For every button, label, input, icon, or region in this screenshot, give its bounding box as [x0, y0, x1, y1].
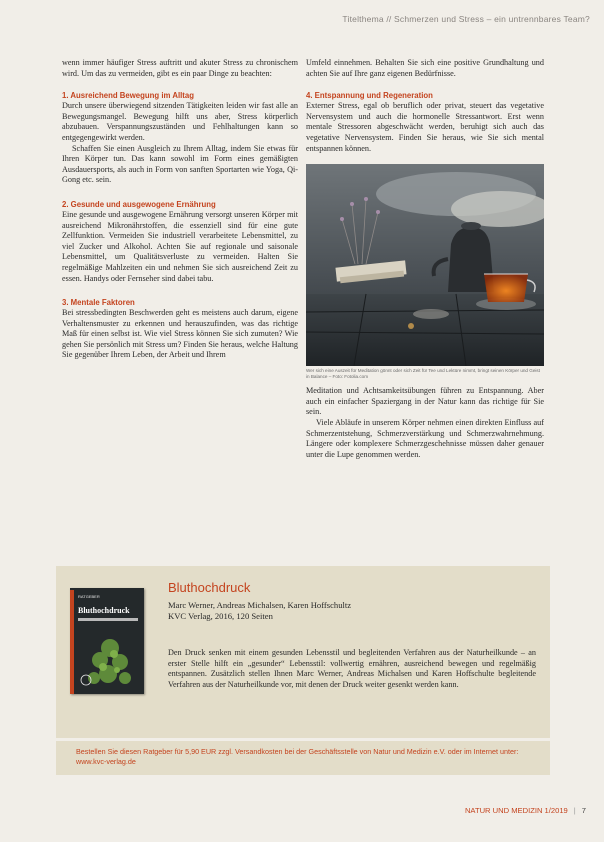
paragraph-meditation: Meditation und Achtsamkeitsübungen führen zu Entspannung. Aber auch ein einfacher Spaziergang in der Natur kann das richtige für Sie sein. [306, 386, 544, 417]
order-note: Bestellen Sie diesen Ratgeber für 5,90 EUR zzgl. Versandkosten bei der Geschäftsstelle von Natur und Medizin e.V. oder im Internet unter: www.kvc-verlag.de [76, 747, 519, 766]
photo-caption: Wer sich eine Auszeit für Meditation gönnt oder sich Zeit für Tee und Lektüre nimmt, bringt seinen Körper und Geist in Balance – Foto: Fotolia.com [306, 368, 540, 380]
book-cover-image [70, 588, 144, 694]
footer-separator: | [573, 806, 576, 815]
paragraph-exercise-1: Durch unsere überwiegend sitzenden Tätigkeiten leiden wir fast alle an Bewegungsmangel. Bewegung hilft uns aber, Stress körperlich abzubauen. Verspannungszuständen und Fehlhaltungen kann so entgegengewirkt werden. [62, 101, 298, 142]
book-description: Den Druck senken mit einem gesunden Lebensstil und begleitenden Verfahren aus der Naturheilkunde – an erster Stelle hilft ein „gesunder“ Lebensstil: vollwertig ernähren, ausreichend bewegen und regelmäßig entspannen. Zusätzlich stellen Ihnen Marc Werner, Andreas Michalsen und Karen Hoffschulte begleitende Verfahren aus der Naturheilkunde vor, mit denen der Druck weiter gesenkt werden kann. [168, 648, 536, 689]
order-note-box [56, 740, 550, 775]
paragraph-pain-processes: Viele Abläufe in unserem Körper nehmen einen direkten Einfluss auf Schmerzentstehung, Schmerzverstärkung und Schmerzwahrnehmung. Längere oder komplexere Schmerzgeschehnisse müssen daher genauer unter die Lupe genommen werden. [306, 417, 544, 459]
paragraph-nutrition: Eine gesunde und ausgewogene Ernährung versorgt unseren Körper mit ausreichend Mikronährstoffen, die essenziell sind für eine gute Zellfunktion. Vermeiden Sie industriell verarbeitete Lebensmittel, zu viel Zucker und Alkohol. Achten Sie auf regionale und saisonale Lebensmittel, um Qualitätsverluste zu vermeiden. Halten Sie regelmäßige Mahlzeiten ein und nehmen Sie sich ausreichend Zeit zu essen. Handys oder Fernseher sind dabei tabu. [62, 209, 298, 283]
page-footer [465, 806, 586, 815]
book-authors: Marc Werner, Andreas Michalsen, Karen Hoffschultz [168, 600, 352, 610]
heading-nutrition: 2. Gesunde und ausgewogene Ernährung [62, 199, 216, 209]
heading-exercise: 1. Ausreichend Bewegung im Alltag [62, 91, 194, 101]
right-intro-paragraph: Umfeld einnehmen. Behalten Sie sich eine positive Grundhaltung und achten Sie auf Ihre ganz eigenen Bedürfnisse. [306, 58, 544, 78]
cover-title: Bluthochdruck [78, 606, 130, 615]
running-head: Titelthema // Schmerzen und Stress – ein untrennbares Team? [342, 14, 590, 24]
paragraph-relaxation: Externer Stress, egal ob beruflich oder privat, steuert das vegetative Nervensystem und auch die hormonelle Stressantwort. Erst wenn mentale Stressoren abgeschwächt werden, beruhigt sich auch das vegetative Nervensystem. Finden Sie heraus, wie Sie sich mental entspannen können. [306, 101, 544, 153]
cover-plant-illustration [70, 588, 144, 694]
intro-paragraph: wenn immer häufiger Stress auftritt und akuter Stress zu chronischem wird. Um das zu vermeiden, gibt es ein paar Dinge zu beachten: [62, 58, 298, 78]
book-publisher: KVC Verlag, 2016, 120 Seiten [168, 611, 273, 621]
magazine-issue: NATUR UND MEDIZIN 1/2019 [464, 806, 568, 815]
book-recommendation-box [56, 566, 550, 738]
book-title: Bluthochdruck [168, 580, 251, 595]
tea-still-life-photo [306, 164, 544, 366]
paragraph-mental-factors: Bei stressbedingten Beschwerden geht es meistens auch darum, eigene Verhaltensmuster zu erkennen und herauszufinden, was das richtige Maß für einen selbst ist. Wie viel Stress können Sie sich zumuten? Wie gehen Sie persönlich mit Stress um? Finden Sie heraus, welche Haltung Sie gegenüber Ihrem Leben, der Arbeit und Ihrem [62, 308, 298, 360]
cover-label: RATGEBER [78, 594, 100, 599]
heading-mental-factors: 3. Mentale Faktoren [62, 298, 135, 308]
heading-relaxation: 4. Entspannung und Regeneration [306, 91, 433, 101]
page-number: 7 [581, 806, 586, 815]
right-column [306, 58, 544, 460]
paragraph-exercise-2: Schaffen Sie einen Ausgleich zu Ihrem Alltag, indem Sie etwas für Ihren Körper tun. Das kann sowohl im Form eines gemäßigten Ausdauersports, als auch in Form von sanften Sportarten wie Yoga, Qi-Gong etc. sein. [62, 143, 298, 185]
left-column [62, 58, 298, 361]
